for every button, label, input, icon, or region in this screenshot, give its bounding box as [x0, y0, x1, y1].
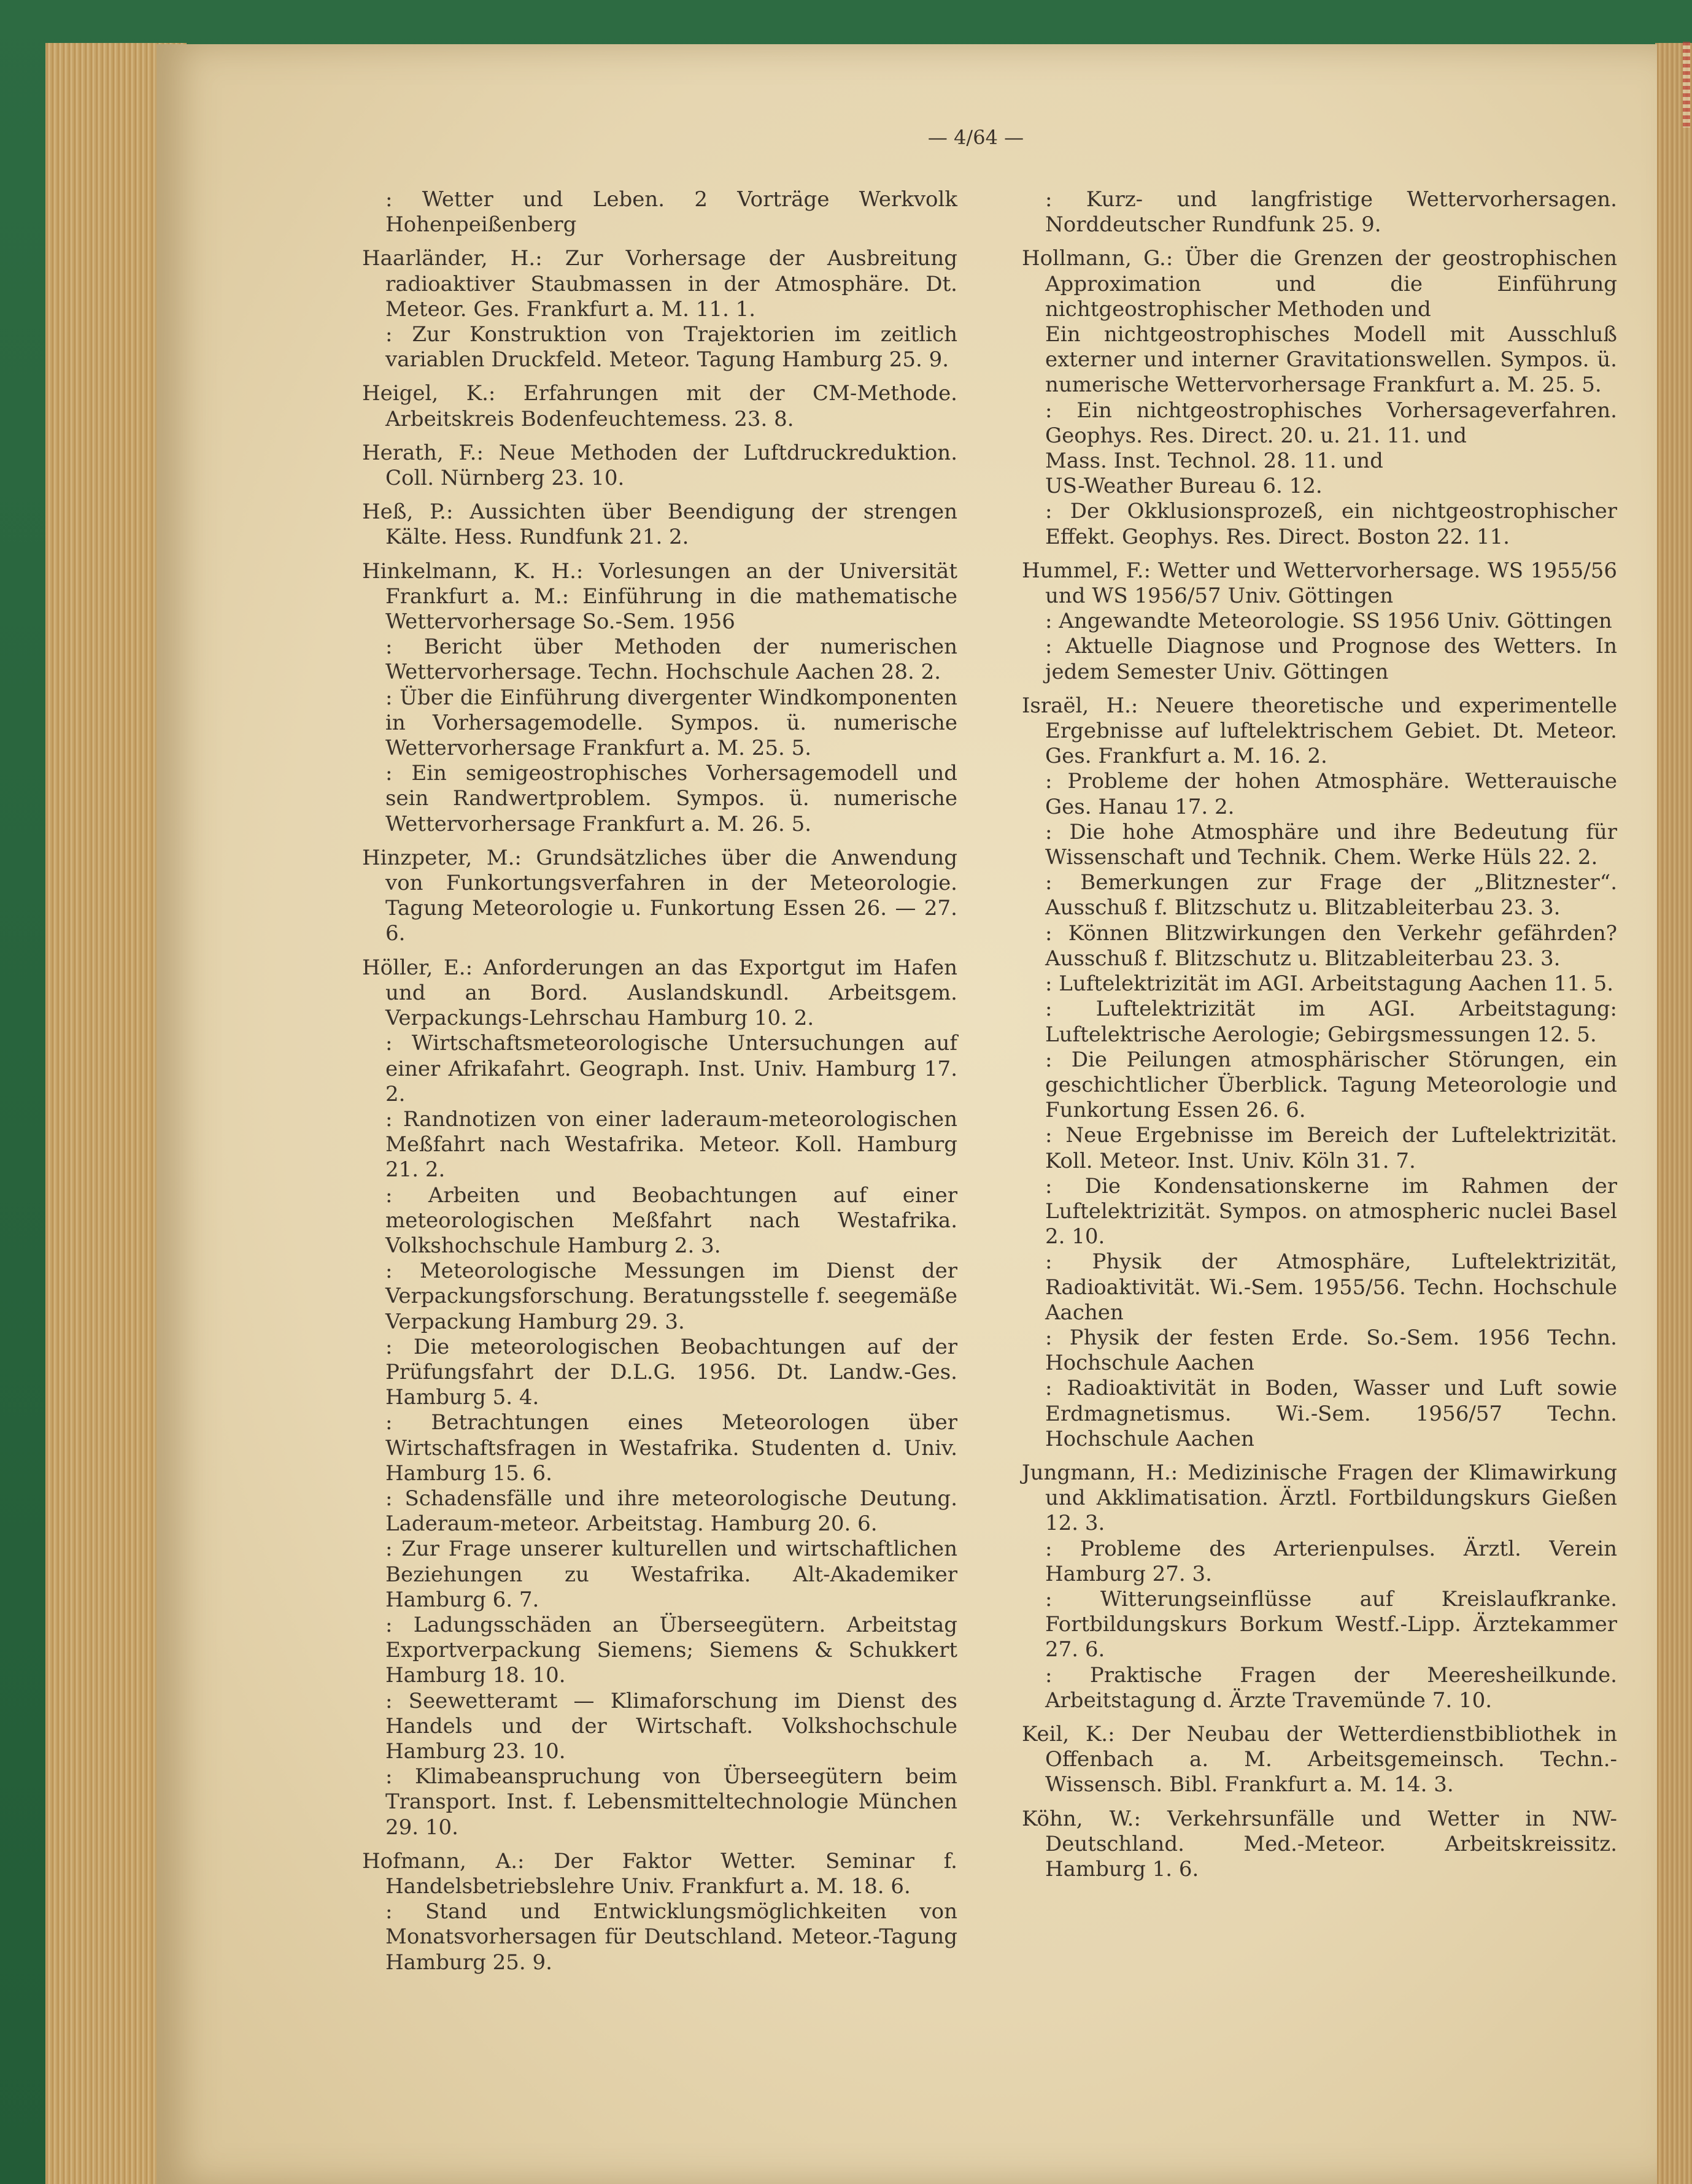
entry-line: : Bericht über Methoden der numerischen Wettervorhersage. Techn. Hochschule Aachen 28. 2. [385, 635, 957, 685]
entry-line: : Praktische Fragen der Meeresheilkunde. Arbeitstagung d. Ärzte Travemünde 7. 10. [1045, 1662, 1617, 1713]
entry-heading: Hinkelmann, K. H.: Vorlesungen an der Universität Frankfurt a. M.: Einführung in die mathematische Wettervorhersage So.-Sem. 1956 [362, 558, 957, 635]
bibliography-entry [362, 559, 957, 837]
entry-line: : Die meteorologischen Beobachtungen auf der Prüfungsfahrt der D.L.G. 1956. Dt. Landw.-Ges. Hamburg 5. 4. [385, 1334, 957, 1410]
entry-line: : Zur Frage unserer kulturellen und wirtschaftlichen Beziehungen zu Westafrika. Alt-Akademiker Hamburg 6. 7. [385, 1537, 957, 1612]
bibliography-entry [362, 381, 957, 431]
entry-heading: Hinzpeter, M.: Grundsätzliches über die Anwendung von Funkortungsverfahren in der Meteorologie. Tagung Meteorologie u. Funkortung Essen 26. — 27. 6. [362, 845, 957, 946]
entry-line: : Ein nichtgeostrophisches Vorhersageverfahren. Geophys. Res. Direct. 20. u. 21. 11. und [1045, 398, 1617, 448]
entry-heading: Herath, F.: Neue Methoden der Luftdruckreduktion. Coll. Nürnberg 23. 10. [362, 440, 957, 491]
bibliography-entry [1022, 693, 1617, 1452]
page-edges-right [1655, 43, 1692, 2184]
entry-line: : Können Blitzwirkungen den Verkehr gefährden? Ausschuß f. Blitzschutz u. Blitzableiterbau 23. 3. [1045, 920, 1617, 971]
entry-line: : Meteorologische Messungen im Dienst der Verpackungsforschung. Beratungsstelle f. seegemäße Verpackung Hamburg 29. 3. [385, 1259, 957, 1334]
entry-heading: Hofmann, A.: Der Faktor Wetter. Seminar f. Handelsbetriebslehre Univ. Frankfurt a. M. 18. 6. [362, 1848, 957, 1899]
entry-line: : Neue Ergebnisse im Bereich der Luftelektrizität. Koll. Meteor. Inst. Univ. Köln 31. 7. [1045, 1123, 1617, 1173]
entry-line: US-Weather Bureau 6. 12. [1045, 474, 1323, 499]
left-column [362, 187, 957, 1984]
entry-line: : Stand und Entwicklungsmöglichkeiten von Monatsvorhersagen für Deutschland. Meteor.-Tagung Hamburg 25. 9. [385, 1899, 957, 1975]
bibliography-entry [1022, 187, 1617, 237]
entry-line: : Randnotizen von einer laderaum-meteorologischen Meßfahrt nach Westafrika. Meteor. Koll. Hamburg 21. 2. [385, 1106, 957, 1183]
entry-line: : Kurz- und langfristige Wettervorhersagen. Norddeutscher Rundfunk 25. 9. [1045, 187, 1617, 237]
entry-heading: Köhn, W.: Verkehrsunfälle und Wetter in NW-Deutschland. Med.-Meteor. Arbeitskreissitz. Hamburg 1. 6. [1022, 1806, 1617, 1881]
entry-line: : Klimabeanspruchung von Überseegütern beim Transport. Inst. f. Lebensmitteltechnologie München 29. 10. [385, 1764, 957, 1840]
entry-heading: Heß, P.: Aussichten über Beendigung der strengen Kälte. Hess. Rundfunk 21. 2. [362, 500, 957, 550]
entry-heading: Hummel, F.: Wetter und Wettervorhersage. WS 1955/56 und WS 1956/57 Univ. Göttingen [1022, 558, 1617, 609]
entry-line: : Witterungseinflüsse auf Kreislaufkranke. Fortbildungskurs Borkum Westf.-Lipp. Ärztekammer 27. 6. [1045, 1586, 1617, 1662]
bookmark-ribbon [1683, 42, 1690, 128]
entry-heading: Israël, H.: Neuere theoretische und experimentelle Ergebnisse auf luftelektrischem Gebiet. Dt. Meteor. Ges. Frankfurt a. M. 16. 2. [1022, 693, 1617, 769]
entry-line: : Ein semigeostrophisches Vorhersagemodell und sein Randwertproblem. Sympos. ü. numerische Wettervorhersage Frankfurt a. M. 26. 5. [385, 761, 957, 836]
entry-line: : Die Kondensationskerne im Rahmen der Luftelektrizität. Sympos. on atmospheric nuclei Basel 2. 10. [1045, 1173, 1617, 1249]
bibliography-entry [1022, 558, 1617, 685]
entry-heading: Höller, E.: Anforderungen an das Exportgut im Hafen und an Bord. Auslandskundl. Arbeitsgem. Verpackungs-Lehrschau Hamburg 10. 2. [362, 955, 957, 1031]
entry-line: : Arbeiten und Beobachtungen auf einer meteorologischen Meßfahrt nach Westafrika. Volkshochschule Hamburg 2. 3. [385, 1183, 957, 1258]
bibliography-entry [362, 500, 957, 550]
entry-heading: Keil, K.: Der Neubau der Wetterdienstbibliothek in Offenbach a. M. Arbeitsgemeinsch. Techn.-Wissensch. Bibl. Frankfurt a. M. 14. 3. [1022, 1721, 1617, 1797]
bibliography-entry [362, 1849, 957, 1975]
entry-line: : Die Peilungen atmosphärischer Störungen, ein geschichtlicher Überblick. Tagung Meteorologie und Funkortung Essen 26. 6. [1045, 1047, 1617, 1123]
entry-line: : Radioaktivität in Boden, Wasser und Luft sowie Erdmagnetismus. Wi.-Sem. 1956/57 Techn. Hochschule Aachen [1045, 1376, 1617, 1451]
page-number: — 4/64 — [927, 126, 1024, 149]
bibliography-entry [1022, 1722, 1617, 1798]
entry-line: : Angewandte Meteorologie. SS 1956 Univ. Göttingen [1045, 609, 1612, 634]
entry-line: : Die hohe Atmosphäre und ihre Bedeutung für Wissenschaft und Technik. Chem. Werke Hüls 22. 2. [1045, 819, 1617, 870]
entry-line: : Physik der Atmosphäre, Luftelektrizität, Radioaktivität. Wi.-Sem. 1955/56. Techn. Hochschule Aachen [1045, 1249, 1617, 1325]
entry-line: Ein nichtgeostrophisches Modell mit Ausschluß externer und interner Gravitationswellen. Sympos. ü. numerische Wettervorhersage Frankfurt a. M. 25. 5. [1045, 322, 1617, 398]
entry-line: : Zur Konstruktion von Trajektorien im zeitlich variablen Druckfeld. Meteor. Tagung Hamburg 25. 9. [385, 322, 957, 372]
entry-heading: Jungmann, H.: Medizinische Fragen der Klimawirkung und Akklimatisation. Ärztl. Fortbildungskurs Gießen 12. 3. [1022, 1460, 1617, 1536]
bibliography-entry [362, 441, 957, 491]
entry-line: : Probleme des Arterienpulses. Ärztl. Verein Hamburg 27. 3. [1045, 1536, 1617, 1586]
bibliography-entry [1022, 1807, 1617, 1883]
entry-line: : Luftelektrizität im AGI. Arbeitstagung: Luftelektrische Aerologie; Gebirgsmessungen 12. 5. [1045, 997, 1617, 1047]
bibliography-entry [362, 955, 957, 1840]
entry-line: : Ladungsschäden an Überseegütern. Arbeitstag Exportverpackung Siemens; Siemens & Schukkert Hamburg 18. 10. [385, 1612, 957, 1688]
bibliography-entry [362, 246, 957, 372]
entry-line: : Seewetteramt — Klimaforschung im Dienst des Handels und der Wirtschaft. Volkshochschule Hamburg 23. 10. [385, 1688, 957, 1764]
bibliography-entry [1022, 246, 1617, 549]
right-column [1022, 187, 1617, 1891]
entry-line: : Bemerkungen zur Frage der „Blitznester“. Ausschuß f. Blitzschutz u. Blitzableiterbau 23. 3. [1045, 870, 1617, 920]
entry-line: Mass. Inst. Technol. 28. 11. und [1045, 449, 1383, 474]
entry-line: : Wetter und Leben. 2 Vorträge Werkvolk Hohenpeißenberg [385, 187, 957, 237]
entry-line: : Betrachtungen eines Meteorologen über Wirtschaftsfragen in Westafrika. Studenten d. Univ. Hamburg 15. 6. [385, 1410, 957, 1486]
bibliography-entry [362, 187, 957, 237]
bibliography-entry [1022, 1461, 1617, 1713]
entry-line: : Wirtschaftsmeteorologische Untersuchungen auf einer Afrikafahrt. Geograph. Inst. Univ. Hamburg 17. 2. [385, 1031, 957, 1106]
entry-line: : Schadensfälle und ihre meteorologische Deutung. Laderaum-meteor. Arbeitstag. Hamburg 20. 6. [385, 1486, 957, 1537]
entry-line: : Luftelektrizität im AGI. Arbeitstagung Aachen 11. 5. [1045, 971, 1614, 997]
entry-line: : Aktuelle Diagnose und Prognose des Wetters. In jedem Semester Univ. Göttingen [1045, 634, 1617, 684]
bibliography-entry [362, 846, 957, 947]
entry-line: : Der Okklusionsprozeß, ein nichtgeostrophischer Effekt. Geophys. Res. Direct. Boston 22. 11. [1045, 499, 1617, 549]
entry-line: : Physik der festen Erde. So.-Sem. 1956 Techn. Hochschule Aachen [1045, 1325, 1617, 1376]
entry-heading: Haarländer, H.: Zur Vorhersage der Ausbreitung radioaktiver Staubmassen in der Atmosphäre. Dt. Meteor. Ges. Frankfurt a. M. 11. 1. [362, 246, 957, 322]
entry-line: : Probleme der hohen Atmosphäre. Wetterauische Ges. Hanau 17. 2. [1045, 769, 1617, 819]
entry-heading: Heigel, K.: Erfahrungen mit der CM-Methode. Arbeitskreis Bodenfeuchtemess. 23. 8. [362, 381, 957, 431]
entry-heading: Hollmann, G.: Über die Grenzen der geostrophischen Approximation und die Einführung nichtgeostrophischer Methoden und [1022, 246, 1617, 322]
entry-line: : Über die Einführung divergenter Windkomponenten in Vorhersagemodelle. Sympos. ü. numerische Wettervorhersage Frankfurt a. M. 25. 5. [385, 685, 957, 761]
